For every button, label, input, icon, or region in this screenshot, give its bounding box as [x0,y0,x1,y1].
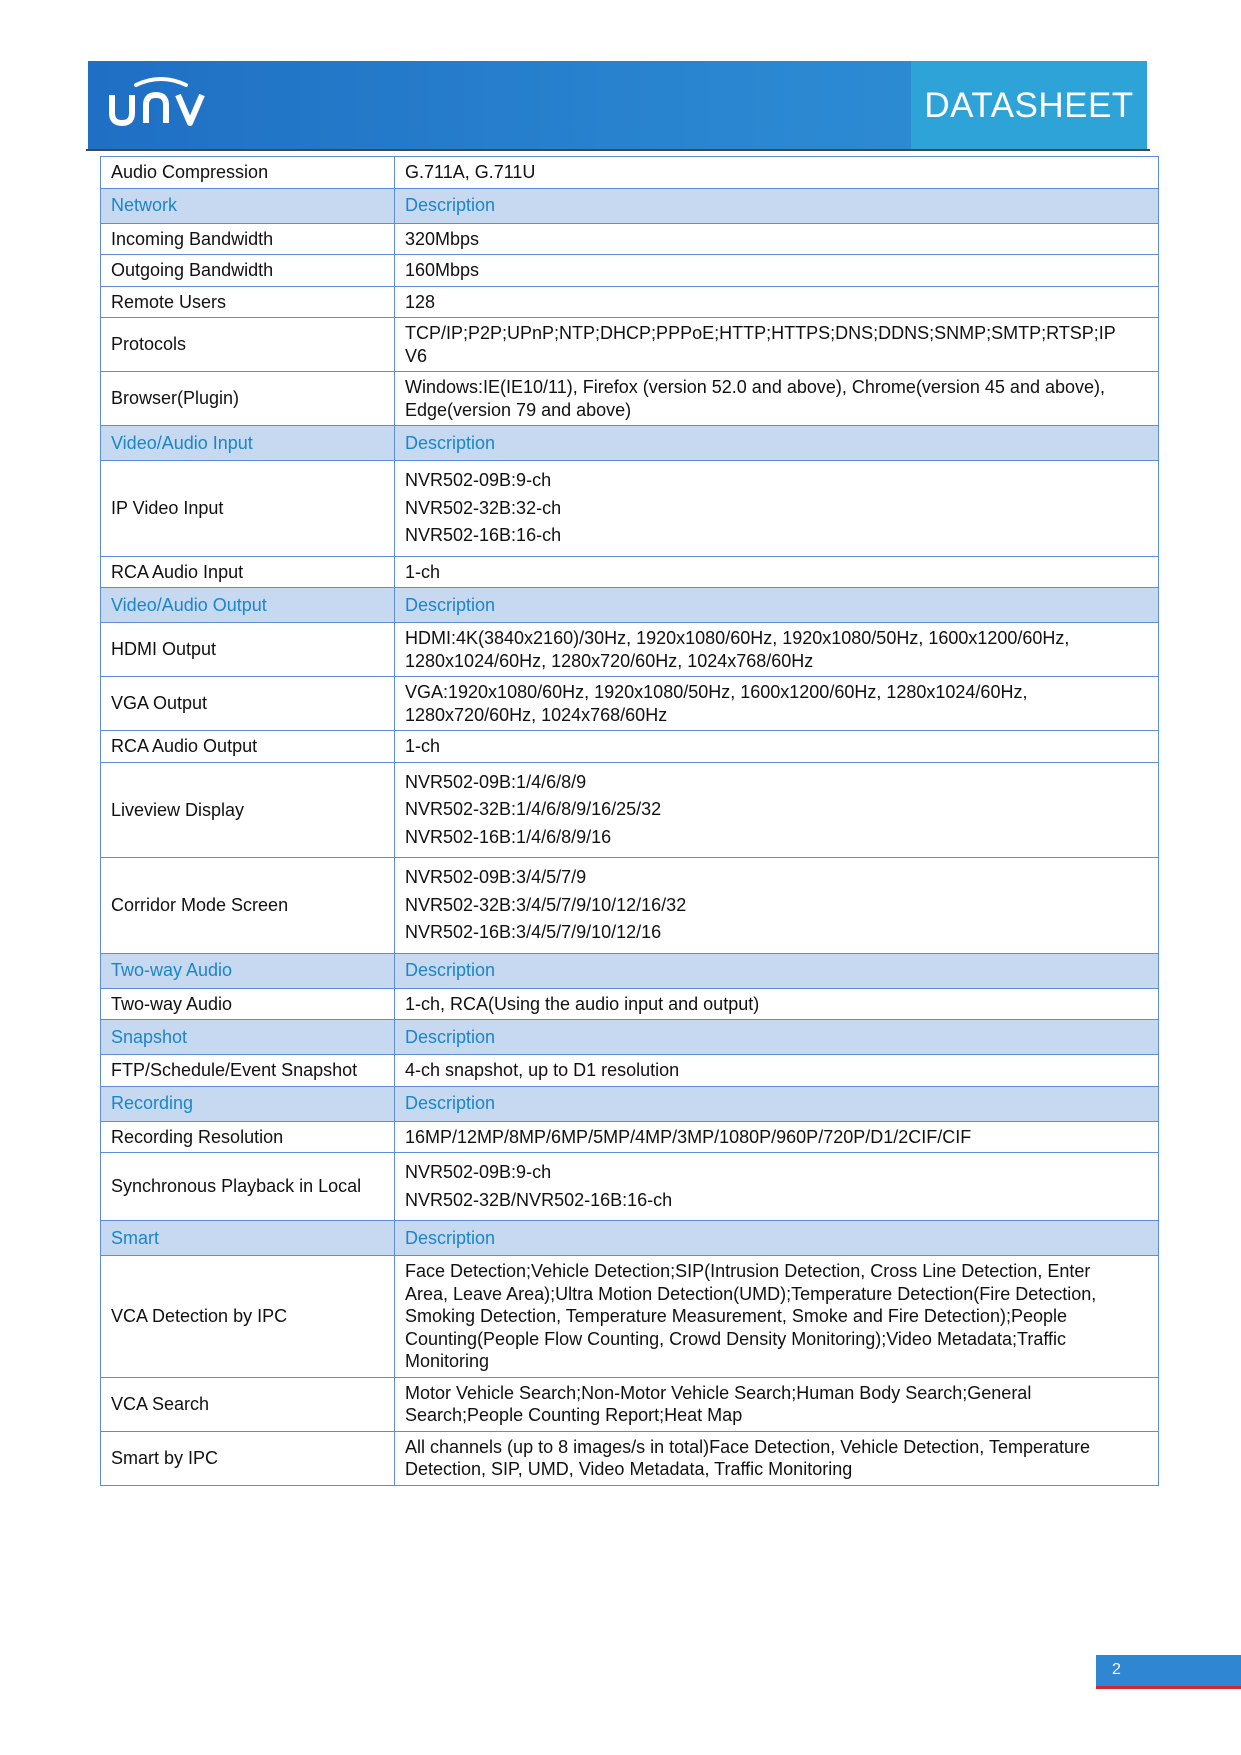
value-lines [405,1382,1148,1427]
table-row [101,255,1159,287]
value-lines [405,1260,1148,1373]
section-header-row [101,426,1159,461]
value-lines [405,561,1148,584]
section-header-row [101,1221,1159,1256]
value-lines [405,1092,1148,1115]
spec-value [395,988,1159,1020]
spec-value [395,858,1159,954]
value-lines [405,432,1148,455]
table-row [101,1055,1159,1087]
table-row [101,556,1159,588]
value-line: Motor Vehicle Search;Non-Motor Vehicle Search;Human Body Search;General [405,1382,1032,1403]
section-description-header [395,426,1159,461]
datasheet-title: DATASHEET [924,85,1134,125]
value-lines [405,1059,1148,1082]
table-row [101,286,1159,318]
value-line: Edge(version 79 and above) [405,399,632,420]
table-row [101,858,1159,954]
spec-value [395,157,1159,189]
value-line: Area, Leave Area);Ultra Motion Detection(UMD);Temperature Detection(Fire Detection, [405,1283,1097,1304]
spec-value [395,677,1159,731]
spec-label: VGA Output [101,677,395,731]
value-line: 1-ch [405,736,441,756]
value-line: 4-ch snapshot, up to D1 resolution [405,1060,680,1080]
value-line: Description [405,960,496,981]
value-lines [405,1026,1148,1049]
value-lines [405,291,1148,314]
spec-value [395,1121,1159,1153]
value-line: 16MP/12MP/8MP/6MP/5MP/4MP/3MP/1080P/960P/720P/D1/2CIF/CIF [405,1126,972,1147]
value-lines [405,1227,1148,1250]
value-lines [405,228,1148,251]
section-title: Network [101,188,395,223]
spec-value [395,461,1159,557]
value-line: Detection, SIP, UMD, Video Metadata, Traffic Monitoring [405,1459,853,1479]
spec-value [395,255,1159,287]
section-description-header [395,188,1159,223]
spec-label: Remote Users [101,286,395,318]
value-line: NVR502-32B:32-ch [405,497,562,518]
value-line: Monitoring [405,1351,490,1371]
spec-value [395,762,1159,858]
value-line: NVR502-09B:9-ch [405,470,552,490]
value-line: NVR502-09B:3/4/5/7/9 [405,867,587,887]
section-title: Recording [101,1086,395,1121]
spec-label: Liveview Display [101,762,395,858]
value-line: Description [405,432,496,453]
spec-value [395,318,1159,372]
value-line: V6 [405,345,428,366]
value-line: Smoking Detection, Temperature Measurement, Smoke and Fire Detection);People [405,1306,1067,1326]
value-line: 320Mbps [405,228,480,249]
spec-label: Audio Compression [101,157,395,189]
spec-value [395,1431,1159,1485]
section-header-row [101,953,1159,988]
spec-label: RCA Audio Input [101,556,395,588]
table-row [101,1431,1159,1485]
unv-logo [106,77,216,133]
value-line: Windows:IE(IE10/11), Firefox (version 52.0 and above), Chrome(version 45 and above), [405,377,1106,397]
spec-value [395,223,1159,255]
value-line: NVR502-32B:3/4/5/7/9/10/12/16/32 [405,894,687,915]
section-description-header [395,588,1159,623]
value-line: NVR502-32B:1/4/6/8/9/16/25/32 [405,799,662,819]
spec-label: Synchronous Playback in Local [101,1153,395,1221]
table-row [101,677,1159,731]
spec-label: RCA Audio Output [101,731,395,763]
value-line: G.711A, G.711U [405,162,536,182]
spec-label: FTP/Schedule/Event Snapshot [101,1055,395,1087]
spec-label: HDMI Output [101,623,395,677]
section-header-row [101,188,1159,223]
section-header-row [101,1086,1159,1121]
table-row [101,988,1159,1020]
value-line: Counting(People Flow Counting, Crowd Density Monitoring);Video Metadata;Traffic [405,1328,1066,1349]
value-line: NVR502-16B:16-ch [405,525,562,545]
value-line: Description [405,1227,496,1248]
spec-label: Browser(Plugin) [101,372,395,426]
header-banner [88,61,1147,150]
value-lines [405,735,1148,758]
spec-value [395,1153,1159,1221]
value-line: 1280x1024/60Hz, 1280x720/60Hz, 1024x768/60Hz [405,650,814,671]
value-line: HDMI:4K(3840x2160)/30Hz, 1920x1080/60Hz, 1920x1080/50Hz, 1600x1200/60Hz, [405,628,1070,648]
table-row [101,731,1159,763]
value-line: All channels (up to 8 images/s in total)Face Detection, Vehicle Detection, Temperature [405,1436,1091,1457]
value-lines [405,322,1148,367]
value-lines [405,959,1148,982]
spec-label: Recording Resolution [101,1121,395,1153]
spec-label: Outgoing Bandwidth [101,255,395,287]
spec-value [395,1256,1159,1378]
value-lines [405,194,1148,217]
table-row [101,1121,1159,1153]
section-title: Snapshot [101,1020,395,1055]
value-lines [405,771,1148,849]
value-lines [405,1126,1148,1149]
value-line: 1-ch [405,561,441,582]
value-line: 160Mbps [405,260,480,280]
spec-value [395,623,1159,677]
value-line: Description [405,594,496,615]
spec-value [395,556,1159,588]
spec-label: Protocols [101,318,395,372]
table-row [101,623,1159,677]
spec-label: Incoming Bandwidth [101,223,395,255]
table-row [101,762,1159,858]
spec-label: VCA Detection by IPC [101,1256,395,1378]
spec-value [395,286,1159,318]
value-line: Search;People Counting Report;Heat Map [405,1405,743,1425]
value-lines [405,866,1148,944]
table-row [101,223,1159,255]
table-row [101,1377,1159,1431]
section-header-row [101,1020,1159,1055]
value-line: NVR502-16B:1/4/6/8/9/16 [405,826,612,847]
value-line: Description [405,1026,496,1047]
value-lines [405,993,1148,1016]
value-lines [405,627,1148,672]
value-lines [405,161,1148,184]
value-line: NVR502-09B:1/4/6/8/9 [405,771,587,792]
datasheet-label-box [911,61,1147,150]
value-line: Face Detection;Vehicle Detection;SIP(Intrusion Detection, Cross Line Detection, Enter [405,1261,1091,1281]
section-title: Video/Audio Output [101,588,395,623]
page-number-underline [1096,1686,1241,1689]
section-title: Two-way Audio [101,953,395,988]
section-description-header [395,1020,1159,1055]
section-title: Video/Audio Input [101,426,395,461]
value-lines [405,1161,1148,1211]
section-description-header [395,953,1159,988]
value-lines [405,681,1148,726]
value-line: Description [405,1093,496,1114]
spec-label: IP Video Input [101,461,395,557]
table-row [101,1153,1159,1221]
value-line: 1280x720/60Hz, 1024x768/60Hz [405,704,668,725]
spec-value [395,1377,1159,1431]
value-line: NVR502-16B:3/4/5/7/9/10/12/16 [405,922,662,942]
page-number: 2 [1112,1661,1121,1678]
value-lines [405,1436,1148,1481]
page-number-box [1096,1655,1241,1687]
value-line: TCP/IP;P2P;UPnP;NTP;DHCP;PPPoE;HTTP;HTTPS;DNS;DDNS;SNMP;SMTP;RTSP;IP [405,323,1116,343]
table-row [101,318,1159,372]
section-description-header [395,1221,1159,1256]
spec-label: Corridor Mode Screen [101,858,395,954]
section-header-row [101,588,1159,623]
spec-table-body [101,157,1159,1486]
value-line: 128 [405,291,436,312]
table-row [101,372,1159,426]
table-row [101,461,1159,557]
spec-label: Two-way Audio [101,988,395,1020]
value-line: NVR502-32B/NVR502-16B:16-ch [405,1189,673,1210]
value-lines [405,259,1148,282]
table-row [101,157,1159,189]
value-lines [405,469,1148,547]
table-row [101,1256,1159,1378]
spec-value [395,372,1159,426]
spec-table [100,156,1159,1486]
value-line: NVR502-09B:9-ch [405,1162,552,1182]
value-lines [405,594,1148,617]
value-line: VGA:1920x1080/60Hz, 1920x1080/50Hz, 1600x1200/60Hz, 1280x1024/60Hz, [405,682,1028,702]
header-rule [86,149,1150,151]
value-lines [405,376,1148,421]
spec-value [395,731,1159,763]
value-line: Description [405,195,496,216]
spec-value [395,1055,1159,1087]
value-line: 1-ch, RCA(Using the audio input and output) [405,993,760,1014]
spec-label: VCA Search [101,1377,395,1431]
section-description-header [395,1086,1159,1121]
spec-label: Smart by IPC [101,1431,395,1485]
section-title: Smart [101,1221,395,1256]
